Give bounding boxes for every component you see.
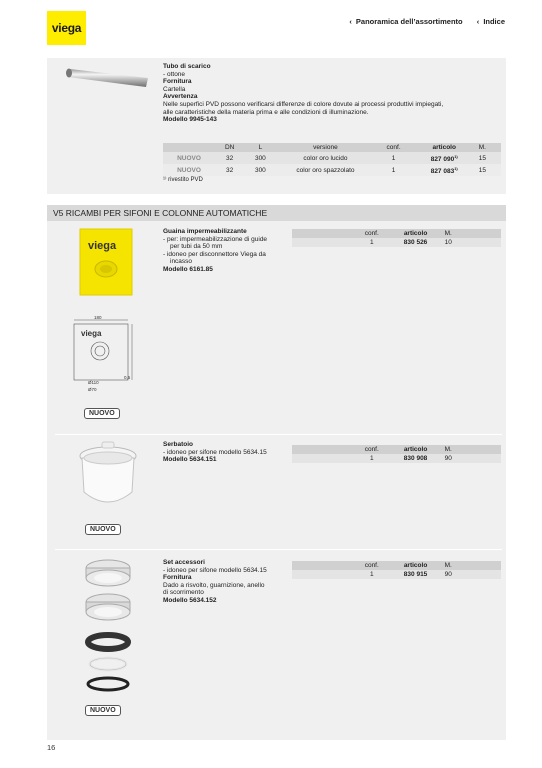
new-tag: NUOVO [163, 164, 215, 176]
accessory-set-article-table [292, 561, 501, 579]
dim-outer-diameter-label: Ø110 [88, 380, 99, 385]
supply-label: Fornitura [163, 574, 192, 582]
cell-conf: 1 [354, 570, 390, 579]
pipe-image [62, 62, 152, 90]
warning-label: Avvertenza [163, 93, 198, 101]
supply-value: Cartella [163, 85, 186, 93]
col-article: articolo [390, 561, 442, 570]
cell-article: 827 090 [430, 156, 455, 164]
table-row[interactable] [163, 152, 501, 164]
table-row[interactable] [292, 454, 501, 463]
supply-label: Fornitura [163, 78, 192, 86]
table-header-row [163, 143, 501, 152]
logo-text: viega [51, 21, 82, 35]
bullet-text: per tubi da 50 mm [170, 243, 223, 251]
product-name: Set accessori [163, 559, 205, 566]
col-article: articolo [390, 445, 442, 454]
cell-article: 830 915 [390, 570, 442, 579]
col-article: articolo [390, 229, 442, 238]
sleeve-description [163, 228, 267, 274]
divider [55, 549, 502, 550]
section-title: V5 RICAMBI PER SIFONI E COLONNE AUTOMATICHE [47, 205, 506, 221]
col-l: L [244, 143, 276, 152]
table-row[interactable] [292, 570, 501, 579]
col-dn: DN [215, 143, 244, 152]
new-tag: NUOVO [163, 152, 215, 164]
new-badge: NUOVO [84, 408, 120, 419]
waterproofing-sleeve-image [78, 227, 134, 297]
new-badge: NUOVO [85, 524, 121, 535]
cell-m: 10 [442, 238, 465, 247]
drawing-logo-text: viega [81, 329, 102, 338]
col-conf: conf. [354, 561, 390, 570]
table-row[interactable] [163, 164, 501, 176]
nav-index-link[interactable] [471, 17, 505, 26]
divider [55, 434, 502, 435]
cell-m: 15 [476, 164, 501, 176]
cell-version: color oro lucido [276, 152, 374, 164]
bullet-text: incasso [170, 258, 193, 266]
cell-version: color oro spazzolato [276, 164, 374, 176]
bullet-text: - per: impermeabilizzazione di guide [163, 235, 268, 243]
warning-text-line2: alle caratteristiche della materia prima e alle condizioni di illuminazione. [163, 108, 369, 116]
cell-article: 830 908 [390, 454, 442, 463]
page-number: 16 [47, 743, 56, 752]
product-material: - ottone [163, 70, 186, 78]
dim-width-label: 180 [94, 315, 102, 320]
cell-l: 300 [244, 152, 276, 164]
cell-m: 90 [442, 454, 465, 463]
model-number: Modello 5634.152 [163, 596, 217, 604]
chevron-left-icon: ‹ [476, 17, 480, 26]
col-version: versione [276, 143, 374, 152]
cell-conf: 1 [354, 238, 390, 247]
supply-value: Dado a risvolto, guarnizione, anello [163, 581, 265, 589]
nav-overview-label: Panoramica dell’assortimento [355, 17, 463, 26]
col-article: articolo [413, 143, 476, 152]
viega-logo[interactable] [47, 11, 86, 45]
footnote: ¹⁾ rivestito PVD [163, 177, 203, 183]
col-m: M. [476, 143, 501, 152]
col-conf: conf. [354, 445, 390, 454]
product-name: Serbatoio [163, 441, 193, 448]
sleeve-technical-drawing [66, 314, 138, 396]
cell-conf: 1 [374, 152, 412, 164]
cell-article: 827 083 [430, 168, 455, 176]
dim-inner-diameter-label: Ø70 [88, 387, 97, 392]
model-number: Modello 9945-143 [163, 116, 217, 124]
product-name: Guaina impermeabilizzante [163, 228, 247, 235]
col-m: M. [442, 445, 465, 454]
table-row[interactable] [292, 238, 501, 247]
chevron-left-icon: ‹ [349, 17, 352, 26]
accessory-set-image [78, 556, 138, 696]
nav-overview-link[interactable] [343, 17, 462, 26]
tank-article-table [292, 445, 501, 463]
sleeve-article-table [292, 229, 501, 247]
cell-conf: 1 [354, 454, 390, 463]
supply-value: di scorrimento [163, 589, 204, 597]
sleeve-logo-text: viega [88, 240, 117, 252]
accessory-set-description [163, 559, 267, 605]
cell-l: 300 [244, 164, 276, 176]
model-number: Modello 5634.151 [163, 456, 217, 464]
col-conf: conf. [374, 143, 412, 152]
col-m: M. [442, 229, 465, 238]
new-badge: NUOVO [85, 705, 121, 716]
top-navigation [337, 17, 505, 26]
footnote-marker: 1) [454, 166, 458, 172]
warning-text-line1: Nelle superfici PVD possono verificarsi differenze di colore dovute ai processi produttivi impiegati, [163, 100, 444, 108]
cell-m: 15 [476, 152, 501, 164]
product-name: Tubo di scarico [163, 63, 211, 70]
nav-index-label: Indice [483, 17, 505, 26]
cell-dn: 32 [215, 152, 244, 164]
bullet-text: - idoneo per disconnettore Viega da [163, 250, 266, 258]
bullet-text: - idoneo per sifone modello 5634.15 [163, 448, 267, 456]
cell-dn: 32 [215, 164, 244, 176]
dim-thickness-label: 0,5 [124, 375, 131, 380]
col-conf: conf. [354, 229, 390, 238]
tank-image [76, 440, 140, 516]
cell-m: 90 [442, 570, 465, 579]
cell-conf: 1 [374, 164, 412, 176]
footnote-marker: 1) [454, 154, 458, 159]
bullet-text: - idoneo per sifone modello 5634.15 [163, 566, 267, 574]
col-m: M. [442, 561, 465, 570]
pipe-article-table [163, 143, 501, 176]
pipe-description [163, 63, 443, 124]
tank-description [163, 441, 267, 464]
model-number: Modello 6161.85 [163, 265, 213, 273]
cell-article: 830 526 [390, 238, 442, 247]
